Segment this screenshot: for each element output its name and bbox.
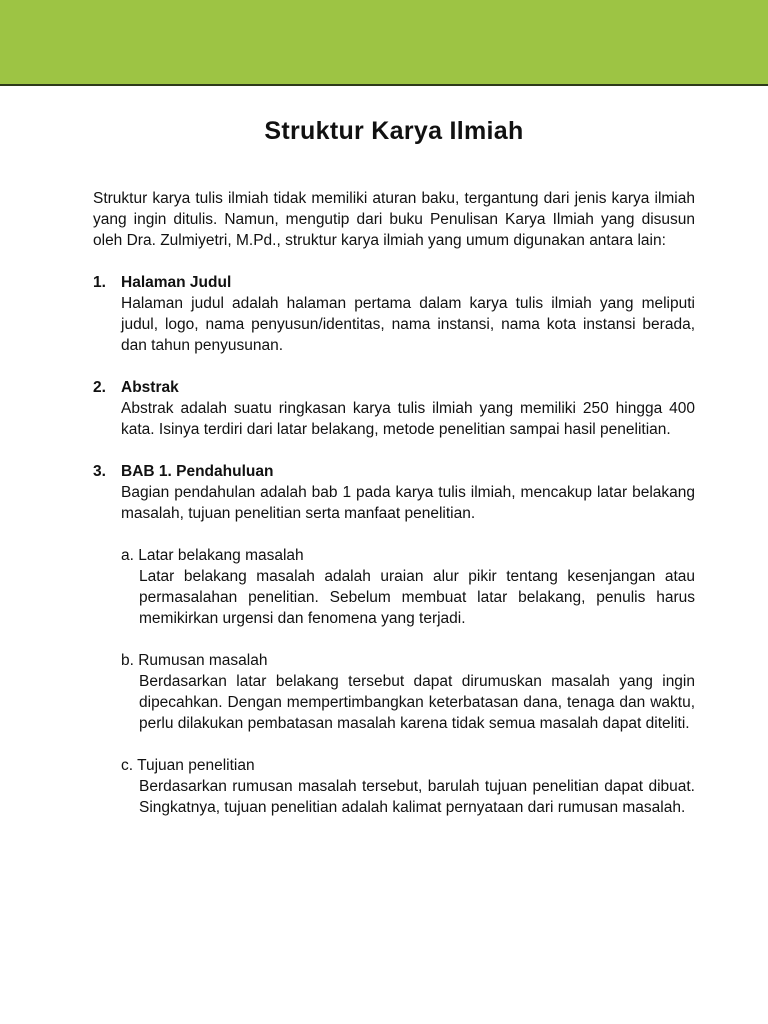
- list-item-bab-1: [93, 461, 695, 818]
- item-heading: BAB 1. Pendahuluan: [121, 463, 274, 480]
- document-body: [93, 112, 695, 839]
- list-item-abstrak: [93, 377, 695, 440]
- sub-item-latar-belakang: [121, 545, 695, 629]
- list-number: 1.: [93, 274, 106, 291]
- sub-item-tujuan-penelitian: [121, 755, 695, 818]
- item-heading: Halaman Judul: [121, 274, 232, 291]
- sub-item-heading: c. Tujuan penelitian: [121, 757, 255, 774]
- item-description: Bagian pendahulan adalah bab 1 pada karya tulis ilmiah, mencakup latar belakang masalah, tujuan penelitian serta manfaat penelitian.: [121, 484, 695, 522]
- header-band: [0, 0, 768, 86]
- sub-item-description: Latar belakang masalah adalah uraian alur pikir tentang kesenjangan atau permasalahan penelitian. Sebelum membuat latar belakang, penulis harus memikirkan urgensi dan fenomena yang terjadi.: [139, 568, 695, 627]
- sub-item-description: Berdasarkan rumusan masalah tersebut, barulah tujuan penelitian dapat dibuat. Singkatnya, tujuan penelitian adalah kalimat pernyataan dari rumusan masalah.: [139, 778, 695, 816]
- intro-paragraph: Struktur karya tulis ilmiah tidak memiliki aturan baku, tergantung dari jenis karya ilmiah yang ingin ditulis. Namun, mengutip dari buku Penulisan Karya Ilmiah yang disusun oleh Dra. Zulmiyetri, M.Pd., struktur karya ilmiah yang umum digunakan antara lain:: [93, 190, 695, 249]
- item-description: Abstrak adalah suatu ringkasan karya tulis ilmiah yang memiliki 250 hingga 400 kata. Isinya terdiri dari latar belakang, metode penelitian sampai hasil penelitian.: [121, 400, 695, 438]
- list-number: 2.: [93, 379, 106, 396]
- list-number: 3.: [93, 463, 106, 480]
- sub-item-heading: b. Rumusan masalah: [121, 652, 268, 669]
- sub-item-heading: a. Latar belakang masalah: [121, 547, 304, 564]
- item-description: Halaman judul adalah halaman pertama dalam karya tulis ilmiah yang meliputi judul, logo, nama penyusun/identitas, nama instansi, nama kota instansi berada, dan tahun penyusunan.: [121, 295, 695, 354]
- page-title: Struktur Karya Ilmiah: [264, 117, 524, 145]
- sub-item-description: Berdasarkan latar belakang tersebut dapat dirumuskan masalah yang ingin dipecahkan. Dengan mempertimbangkan keterbatasan dana, tenaga dan waktu, perlu dilakukan pembatasan masalah karena tidak semua masalah dapat diteliti.: [139, 673, 695, 732]
- list-item-halaman-judul: [93, 272, 695, 356]
- item-heading: Abstrak: [121, 379, 179, 396]
- sub-item-rumusan-masalah: [121, 650, 695, 734]
